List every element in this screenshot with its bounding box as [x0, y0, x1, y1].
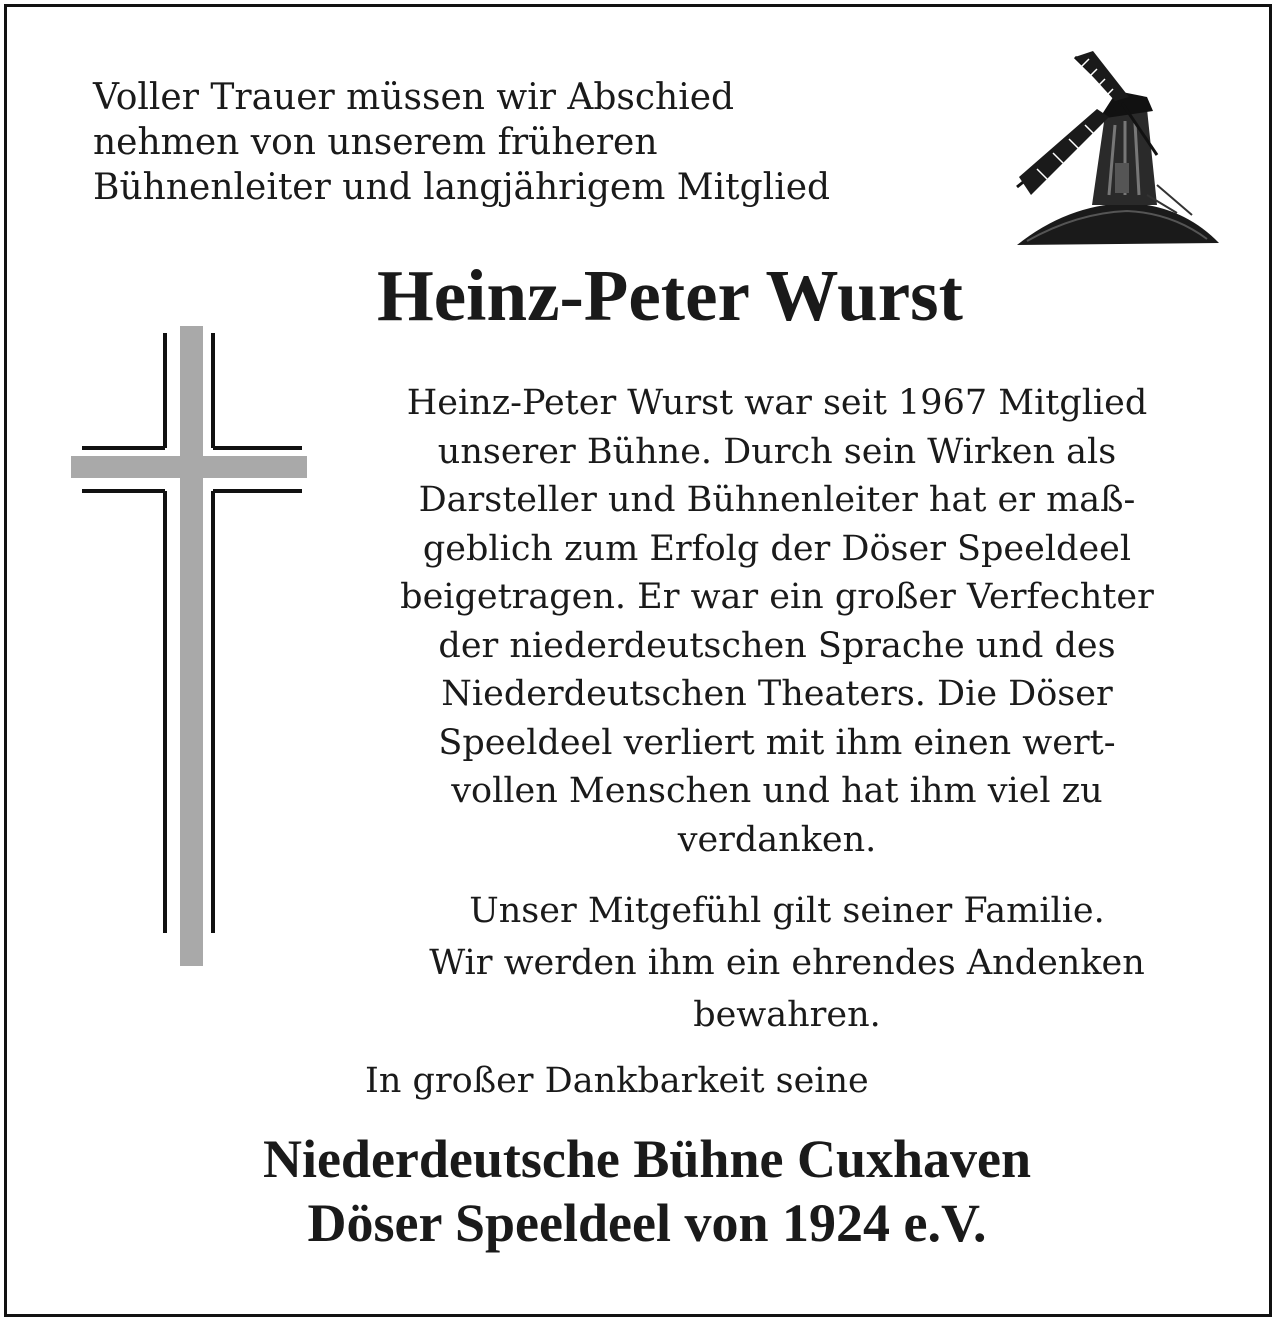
memorial-text — [357, 379, 1197, 864]
sympathy-line: Wir werden ihm ein ehrendes Andenken — [429, 943, 1145, 983]
intro-line: Voller Trauer müssen wir Abschied — [93, 77, 735, 118]
memorial-line: vollen Menschen und hat ihm viel zu — [451, 771, 1103, 811]
memorial-line: unserer Bühne. Durch sein Wirken als — [437, 431, 1117, 472]
organization-signature — [47, 1127, 1247, 1255]
intro-line: nehmen von unserem früheren — [93, 122, 658, 163]
intro-text — [93, 75, 953, 210]
organization-line: Döser Speeldeel von 1924 e.V. — [307, 1193, 987, 1253]
closing-line: In großer Dankbarkeit seine — [365, 1061, 869, 1101]
memorial-line: Heinz-Peter Wurst war seit 1967 Mitglied — [406, 383, 1148, 423]
memorial-line: der niederdeutschen Sprache und des — [438, 625, 1116, 666]
memorial-line: Darsteller und Bühnenleiter hat er maß- — [418, 480, 1136, 520]
sympathy-line: bewahren. — [693, 995, 881, 1035]
memorial-line: Speeldeel verliert mit ihm einen wert- — [438, 722, 1116, 763]
cross-icon — [67, 323, 317, 983]
intro-line: Bühnenleiter und langjährigem Mitglied — [93, 167, 831, 208]
sympathy-text — [357, 885, 1217, 1041]
memorial-line: geblich zum Erfolg der Döser Speeldeel — [422, 528, 1132, 569]
memorial-line: verdanken. — [677, 819, 877, 860]
sympathy-line: Unser Mitgefühl gilt seiner Familie. — [469, 891, 1105, 931]
deceased-name: Heinz-Peter Wurst — [377, 255, 963, 336]
obituary-frame — [4, 4, 1272, 1317]
organization-line: Niederdeutsche Bühne Cuxhaven — [262, 1129, 1032, 1189]
memorial-line: Niederdeutschen Theaters. Die Döser — [441, 674, 1113, 714]
windmill-icon — [997, 45, 1227, 255]
memorial-line: beigetragen. Er war ein großer Verfechter — [400, 577, 1154, 617]
